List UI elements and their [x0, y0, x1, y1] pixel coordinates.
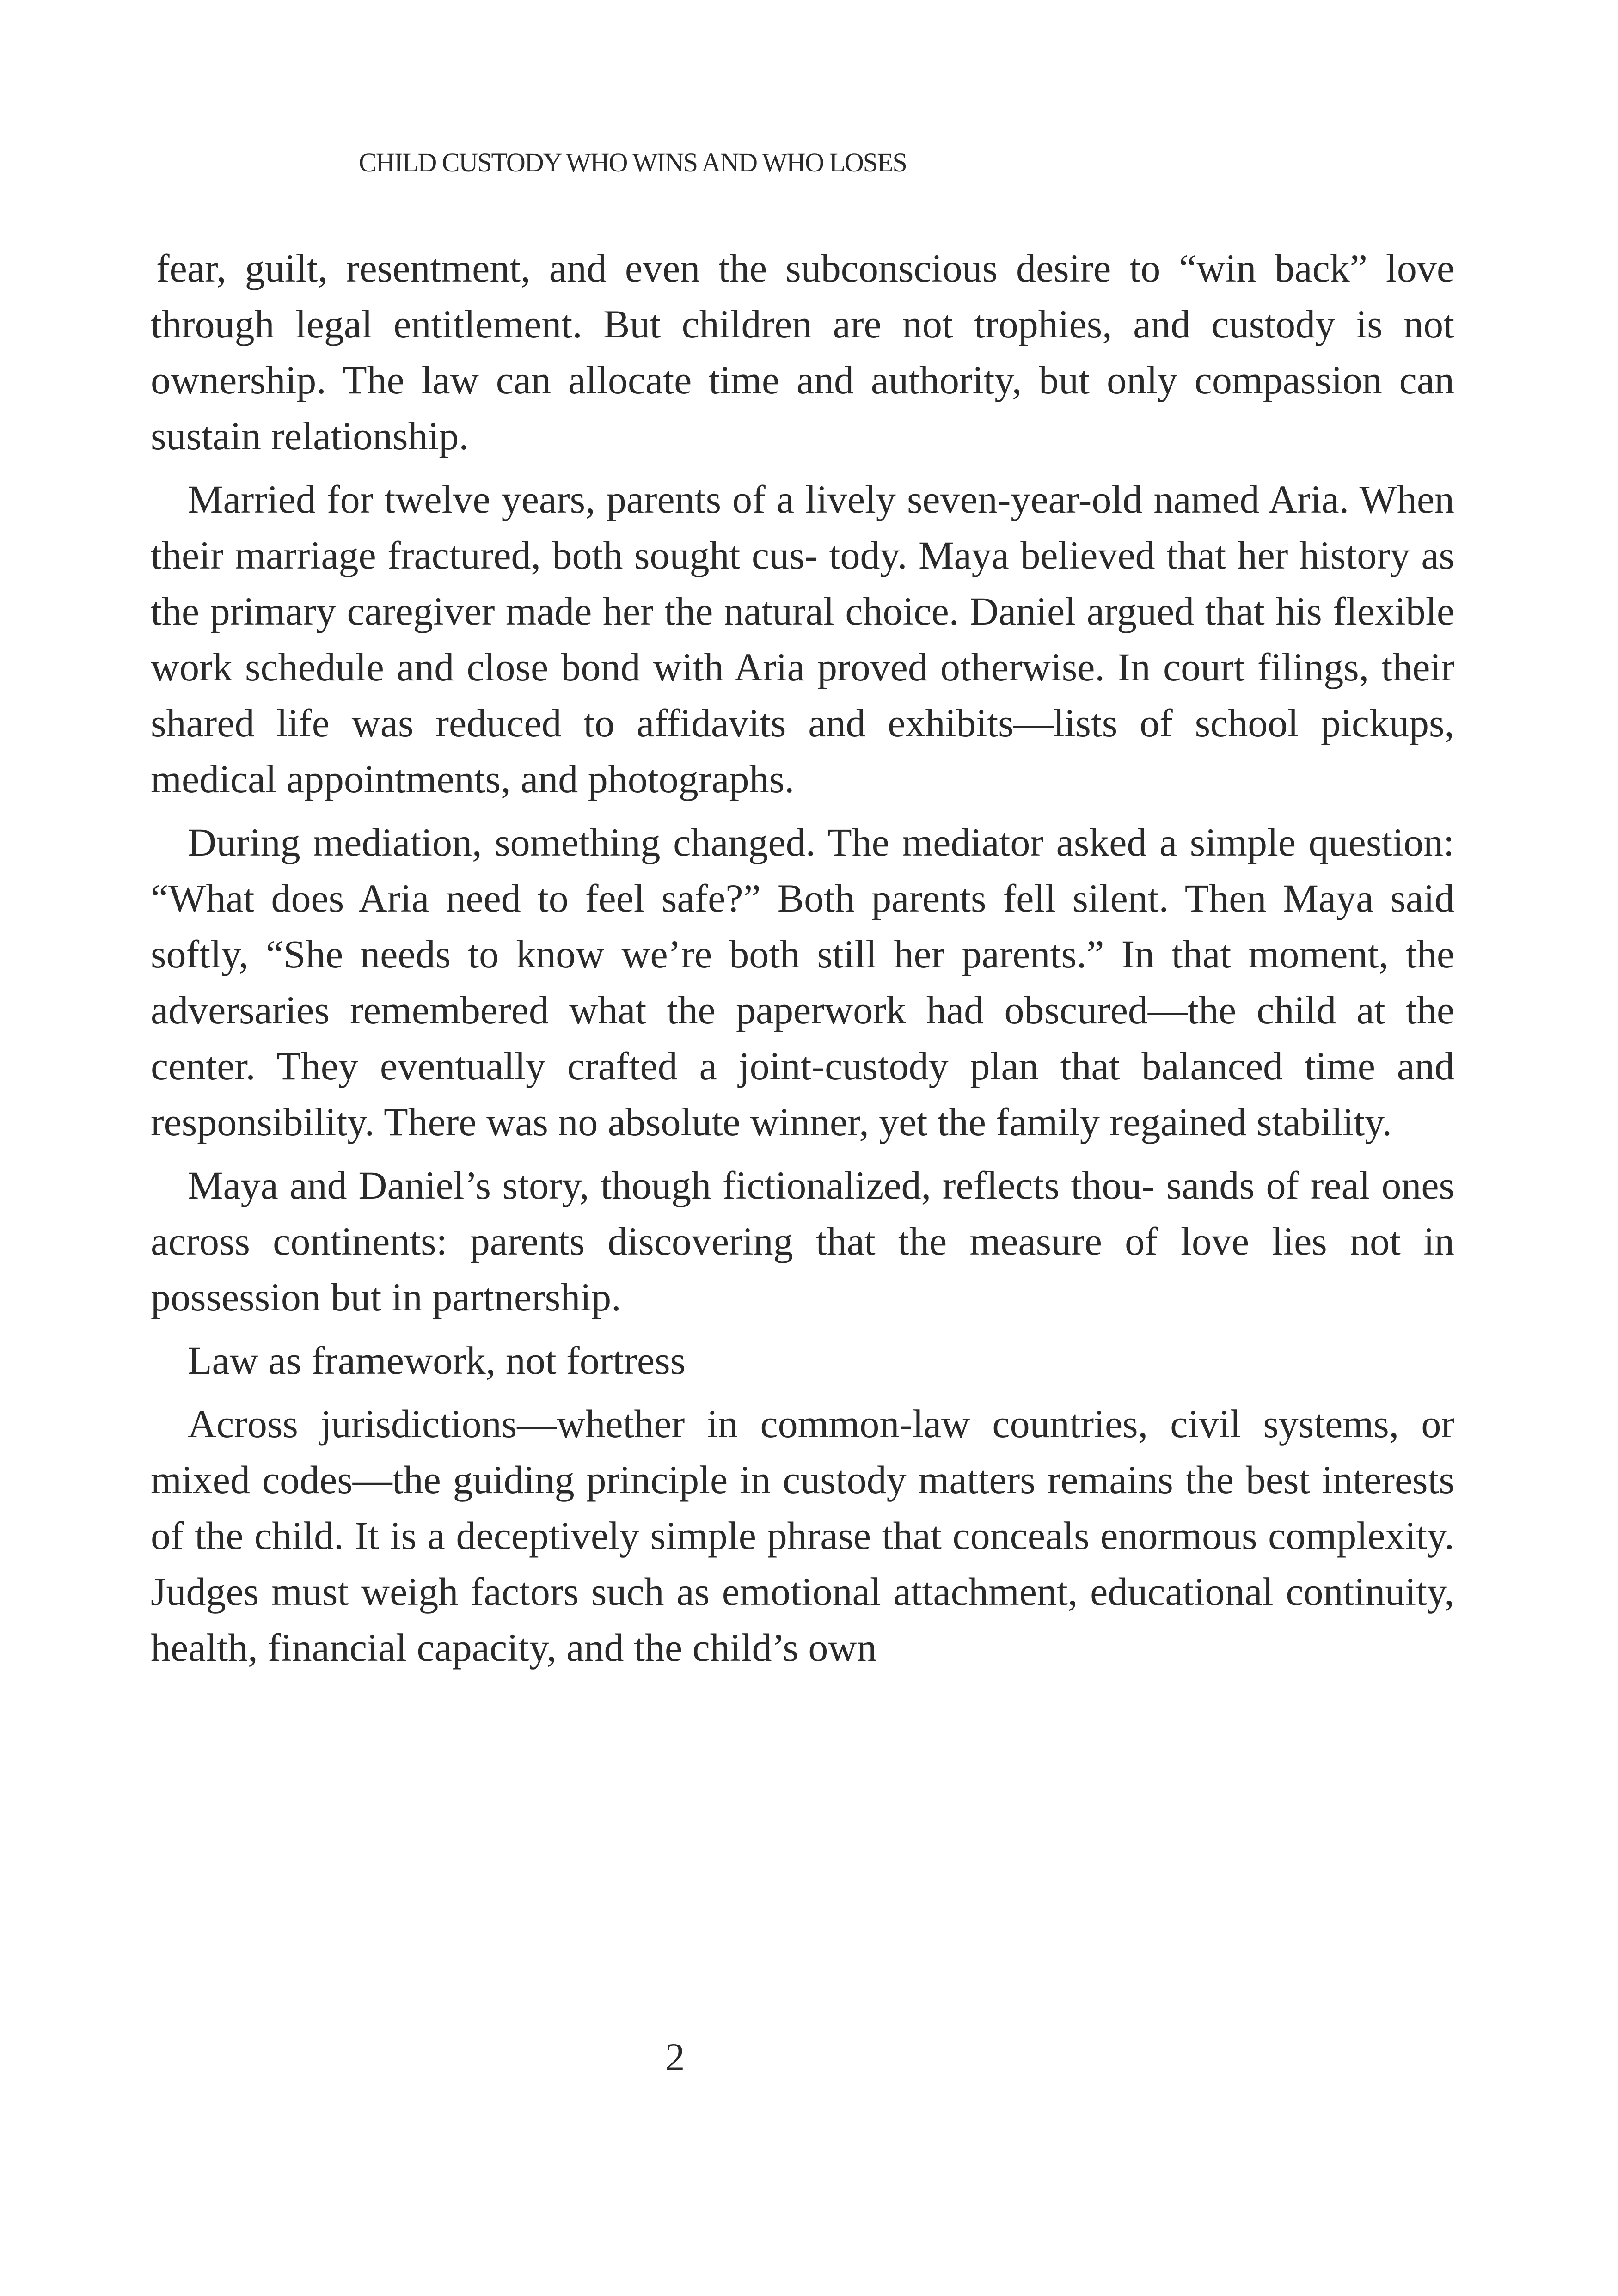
paragraph-3: During mediation, something changed. The mediator asked a simple question: “What does Aria need to feel safe?” Both parents fell silent. Then Maya said softly, “She needs to know we’re both still her parents.” In that moment, the adversaries remembered what the paperwork had obscured—the child at the center. They eventually crafted a joint-custody plan that balanced time and responsibility. There was no absolute winner, yet the family regained stability.: [151, 820, 1454, 1144]
paragraph-5: Across jurisdictions—whether in common-law countries, civil systems, or mixed codes—the guiding principle in custody matters remains the best interests of the child. It is a deceptively simple phrase that conceals enormous complexity. Judges must weigh factors such as emotional attachment, educational continuity, health, financial capacity, and the child’s own: [151, 1402, 1454, 1670]
paragraph-4: Maya and Daniel’s story, though fictionalized, reflects thou- sands of real ones across continents: parents discovering that the measure of love lies not in possession but in partnership.: [151, 1163, 1454, 1319]
body-text: [151, 240, 1454, 1683]
paragraph-1: fear, guilt, resentment, and even the subconscious desire to “win back” love through legal entitlement. But children are not trophies, and custody is not ownership. The law can allocate time and authority, but only compassion can sustain relationship.: [151, 246, 1454, 458]
page-number: 2: [665, 2035, 685, 2079]
paragraph-2: Married for twelve years, parents of a lively seven-year-old named Aria. When their marriage fractured, both sought cus- tody. Maya believed that her history as the primary caregiver made her the natural choice. Daniel argued that his flexible work schedule and close bond with Aria proved otherwise. In court filings, their shared life was reduced to affidavits and exhibits—lists of school pickups, medical appointments, and photographs.: [151, 477, 1454, 801]
section-heading: Law as framework, not fortress: [188, 1338, 686, 1383]
running-header: CHILD CUSTODY WHO WINS AND WHO LOSES: [359, 147, 907, 178]
